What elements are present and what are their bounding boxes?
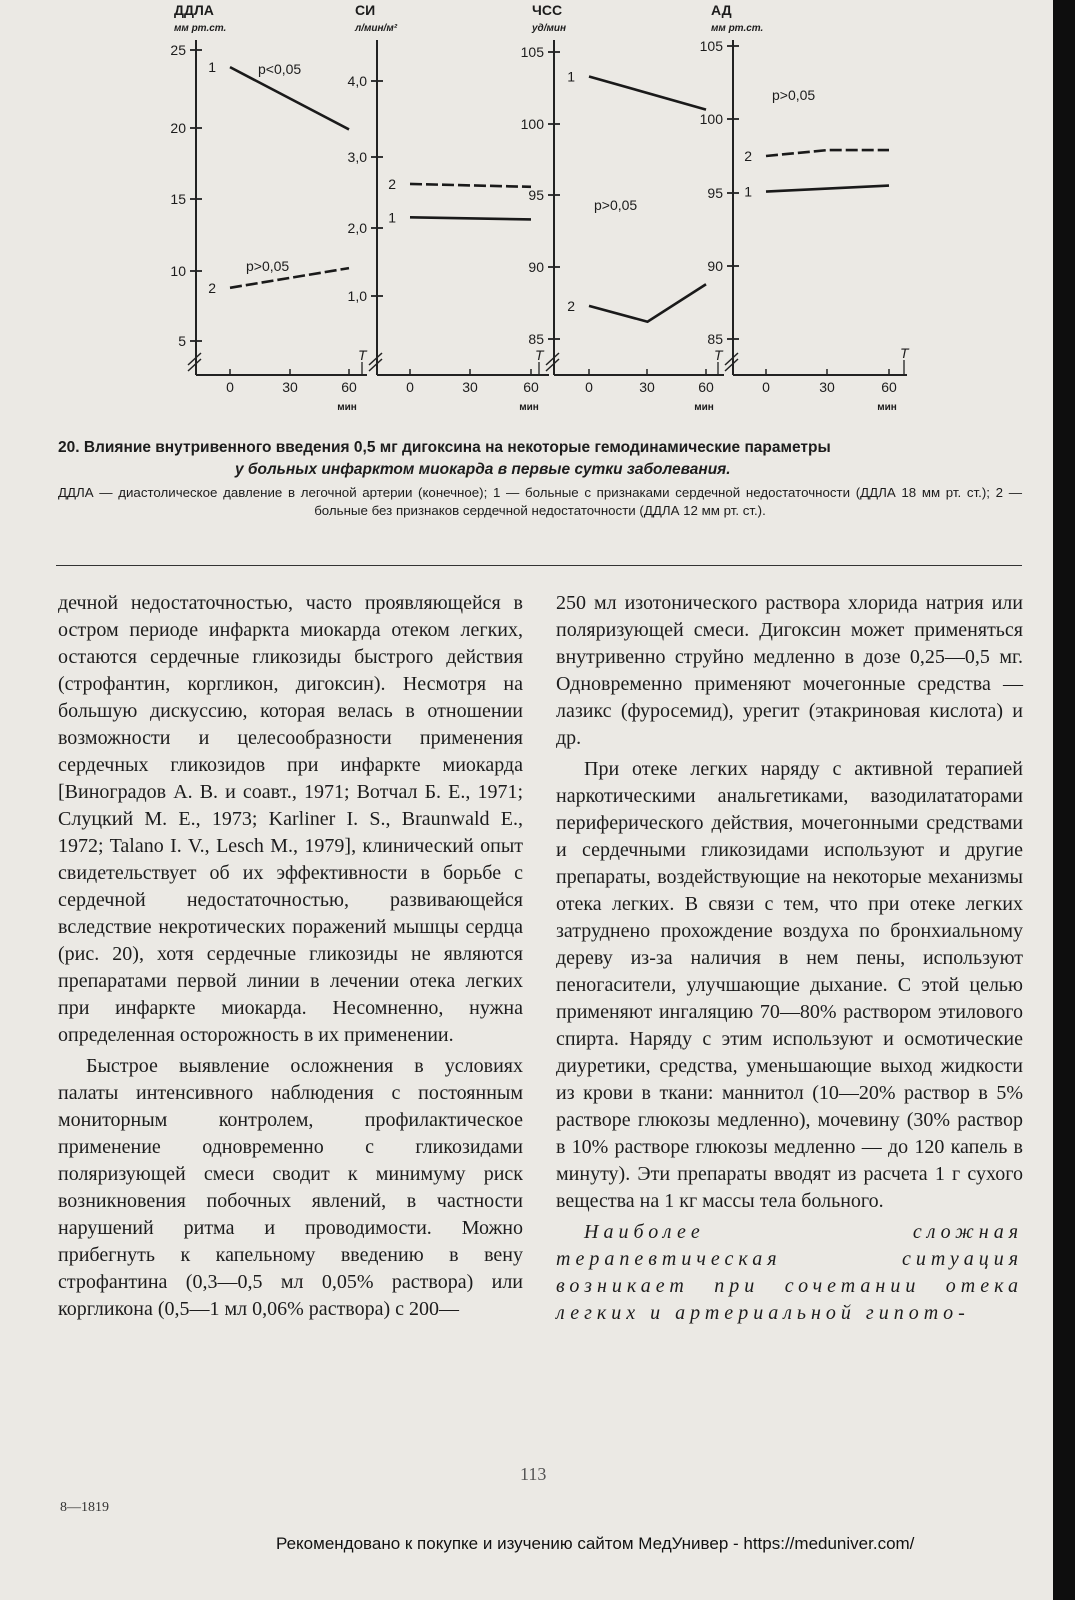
divider-rule [56, 565, 1022, 566]
figure-caption-legend: ДДЛА — диастолическое давление в легочной артерии (конечное); 1 — больные с признаками сердечной недостаточности (ДДЛА 18 мм рт. ст.); 2 — больные без признаков сердечной недостаточности (ДДЛА 12 мм рт. ст.). [58, 485, 1022, 518]
series-label: 1 [208, 59, 216, 76]
axis-break-mark [725, 353, 738, 365]
y-tick-label: 100 [699, 111, 723, 127]
series-label: 2 [567, 297, 575, 314]
series-line-1 [589, 76, 706, 109]
text-column-left [58, 590, 523, 1323]
paragraph: 250 мл изотонического раствора хлорида натрия или поляризующей смеси. Дигоксин может применяться внутривенно струйно медленно в дозе 0,25—0,5 мг. Одновременно применяют мочегонные средства — лазикс (фуросемид), урегит (этакриновая кислота) и др. [556, 592, 1023, 749]
y-tick-label: 85 [707, 331, 723, 347]
spaced-emphasis: Наиболее сложная терапевтическая ситуация возникает при сочетании отека легких и артериальной гипото- [556, 1221, 1023, 1324]
x-tick-label: 30 [819, 379, 835, 395]
x-tick-label: 0 [585, 379, 593, 395]
paragraph: дечной недостаточностью, часто проявляющейся в остром периоде инфаркта миокарда отеком легких, остаются сердечные гликозиды быстрого действия (строфантин, коргликон, дигоксин). Несмотря на большую дискуссию, которая велась в отношении возможности и целесообразности применения сердечных гликозидов при инфаркте миокарда [Виноградов А. В. и соавт., 1971; Вотчал Б. Е., 1971; Слуцкий М. Е., 1973; Karliner I. S., Braunwald E., 1972; Talano I. V., Lesch M., 1979], клинический опыт свидетельствует об их эффективности в борьбе с сердечной недостаточностью, развивающейся вследствие некротических поражений мышцы сердца (рис. 20), хотя сердечные гликозиды не являются препаратами первой линии в лечении отека легких при инфаркте миокарда. Несомненно, нужна определенная осторожность в их применении. [58, 592, 523, 1046]
series-label: 2 [388, 175, 396, 192]
x-tick-label: 30 [462, 379, 478, 395]
x-axis-unit: мин [519, 402, 539, 413]
x-axis-unit: мин [877, 402, 897, 413]
y-tick-label: 95 [707, 185, 723, 201]
paragraph-spaced [556, 1219, 1023, 1327]
y-tick-label: 10 [170, 263, 186, 279]
text-column-right [556, 590, 1023, 1327]
x-tick-label: 60 [523, 379, 539, 395]
x-tick-label: 60 [881, 379, 897, 395]
x-tick-label: 0 [406, 379, 414, 395]
axis-break-mark [546, 353, 559, 365]
series-line-2 [410, 184, 531, 187]
y-tick-label: 90 [528, 259, 544, 275]
series-label: 1 [567, 68, 575, 85]
y-tick-label: 1,0 [347, 288, 367, 304]
axis-unit: мм рт.ст. [174, 23, 227, 34]
hemodynamics-figure [0, 0, 1053, 425]
scan-dark-edge [1053, 0, 1075, 1600]
y-tick-label: 15 [170, 191, 186, 207]
paragraph: Быстрое выявление осложнения в условиях палаты интенсивного наблюдения с постоянным мониторным контролем, профилактическое применение одновременно с гликозидами поляризующей смеси сводит к минимуму риск возникновения побочных явлений, в частности нарушений ритма и проводимости. Можно прибегнуть к капельному введению в вену строфантина (0,3—0,5 мл 0,05% раствора) или коргликона (0,5—1 мл 0,06% раствора) с 200— [58, 1055, 523, 1320]
x-tick-label: 0 [226, 379, 234, 395]
series-label: 1 [388, 209, 396, 226]
y-tick-label: 5 [178, 333, 186, 349]
p-value-label: p>0,05 [246, 258, 290, 274]
x-axis-unit: мин [694, 402, 714, 413]
caption-title-line2: у больных инфарктом миокарда в первые сутки заболевания. [235, 461, 731, 478]
x-tick-label: 60 [698, 379, 714, 395]
axis-title: СИ [355, 2, 376, 18]
x-tick-label: 30 [282, 379, 298, 395]
axis-title: ЧСС [532, 2, 563, 18]
y-tick-label: 3,0 [347, 149, 367, 165]
series-line-1 [410, 217, 531, 219]
t-marker: T [358, 347, 367, 363]
print-signature: 8—1819 [60, 1500, 109, 1515]
axis-break-mark [546, 359, 559, 371]
t-marker: T [714, 347, 723, 363]
series-line-2 [589, 284, 706, 321]
axis-break-mark [725, 359, 738, 371]
axis-title: ДДЛА [174, 2, 214, 18]
series-label: 2 [208, 279, 216, 296]
axis-break-mark [369, 353, 382, 365]
t-marker: T [900, 345, 909, 361]
y-tick-label: 2,0 [347, 220, 367, 236]
p-value-label: p>0,05 [772, 87, 816, 103]
axis-unit: мм рт.ст. [711, 23, 764, 34]
y-tick-label: 95 [528, 187, 544, 203]
paragraph: При отеке легких наряду с активной терапией наркотическими анальгетиками, вазодилататорами периферического действия, мочегонными средствами и сердечными гликозидами используют и другие препараты, воздействующие на некоторые механизмы отека легких. В связи с тем, что при отеке легких затруднено прохождение воздуха по бронхиальному дереву из-за наличия в нем пены, используют пеногасители, улучшающие дыхание. С этой целью применяют ингаляцию 70—80% раствором этилового спирта. Наряду с этим используют и осмотические диуретики, средства, уменьшающие выход жидкости из крови в ткани: маннитол (10—20% раствор в 5% растворе глюкозы медленно), мочевину (30% раствор в 10% растворе глюкозы медленно — до 120 капель в минуту). Эти препараты вводят из расчета 1 г сухого вещества на 1 кг массы тела больного. [556, 758, 1023, 1212]
series-label: 2 [744, 148, 752, 164]
series-line-2 [766, 150, 889, 156]
x-tick-label: 60 [341, 379, 357, 395]
axis-title: АД [711, 2, 732, 18]
y-tick-label: 105 [520, 44, 544, 60]
y-tick-label: 105 [699, 38, 723, 54]
y-tick-label: 90 [707, 258, 723, 274]
series-line-1 [766, 186, 889, 192]
x-axis-unit: мин [337, 402, 357, 413]
series-label: 1 [744, 183, 752, 200]
p-value-label: p>0,05 [594, 197, 638, 213]
x-tick-label: 0 [762, 379, 770, 395]
page-number: 113 [520, 1464, 547, 1484]
axis-break-mark [188, 359, 201, 371]
y-tick-label: 25 [170, 42, 186, 58]
p-value-label: p<0,05 [258, 61, 302, 77]
axis-break-mark [188, 353, 201, 365]
axis-unit: уд/мин [532, 23, 567, 34]
y-tick-label: 4,0 [347, 73, 367, 89]
axis-unit: л/мин/м² [355, 23, 398, 34]
axis-break-mark [369, 359, 382, 371]
caption-title-line1: 20. Влияние внутривенного введения 0,5 мг дигоксина на некоторые гемодинамические параметры [58, 439, 831, 456]
figure-caption-title [58, 437, 1026, 481]
y-tick-label: 85 [528, 331, 544, 347]
x-tick-label: 30 [639, 379, 655, 395]
y-tick-label: 100 [520, 116, 544, 132]
y-tick-label: 20 [170, 120, 186, 136]
watermark-text: Рекомендовано к покупке и изучению сайтом МедУнивер - https://meduniver.com/ [276, 1534, 915, 1553]
t-marker: T [535, 347, 544, 363]
